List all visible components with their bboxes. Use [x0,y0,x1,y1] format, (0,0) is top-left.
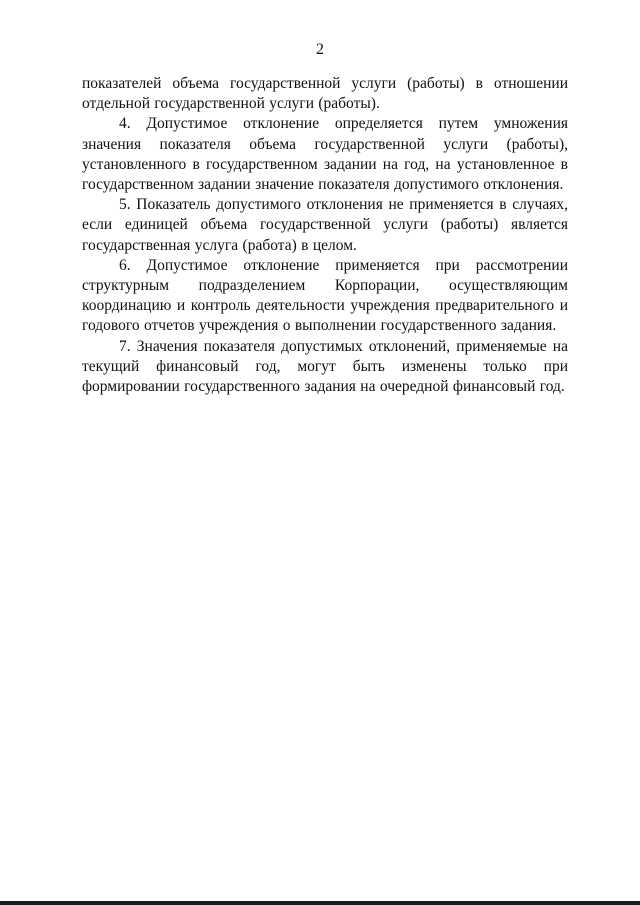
paragraph-item-5: 5. Показатель допустимого отклонения не применяется в случаях, если единицей объема государственной услуги (работы) является государственная услуга (работа) в целом. [82,196,568,254]
document-body [82,74,568,397]
paragraph-continuation: показателей объема государственной услуги (работы) в отношении отдельной государственной услуги (работы). [82,75,568,113]
page-bottom-edge [0,901,640,905]
page-number: 2 [316,41,324,58]
paragraph-item-7: 7. Значения показателя допустимых отклонений, применяемые на текущий финансовый год, могут быть изменены только при формировании государственного задания на очередной финансовый год. [82,337,568,396]
paragraph-item-6: 6. Допустимое отклонение применяется при рассмотрении структурным подразделением Корпорации, осуществляющим координацию и контроль деятельности учреждения предварительного и годового отчетов учреждения о выполнении государственного задания. [82,256,568,335]
paragraph-item-4: 4. Допустимое отклонение определяется путем умножения значения показателя объема государственной услуги (работы), установленного в государственном задании на год, на установленное в государственном задании значение показателя допустимого отклонения. [82,115,568,194]
